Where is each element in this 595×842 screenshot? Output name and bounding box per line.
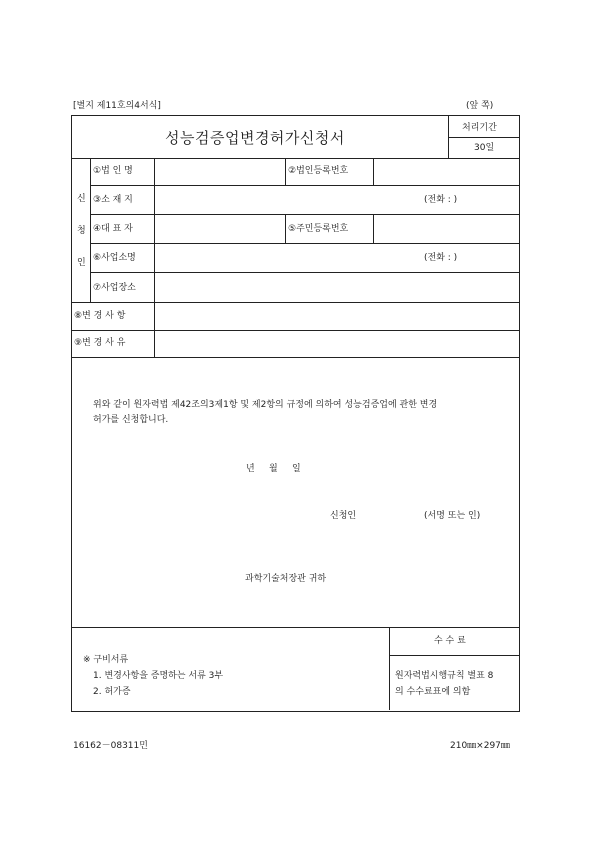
phone-label-2: (전화 : ) [424, 253, 458, 263]
form-code: 16162－08311민 [73, 741, 148, 751]
required-document-item-2: 2. 허가증 [93, 687, 131, 697]
corp-reg-number-label: ②법인등록번호 [288, 166, 349, 176]
office-name-label: ⑥사업소명 [93, 253, 136, 263]
applicant-sign-label: 신청인 [330, 511, 357, 521]
applicant-section-label-1: 신 [77, 194, 86, 204]
phone-label-1: (전화 : ) [424, 195, 458, 205]
change-reason-label: ⑨변 경 사 유 [74, 338, 126, 348]
fee-title: 수 수 료 [434, 636, 466, 646]
change-reason-field[interactable] [156, 332, 517, 356]
representative-field[interactable] [156, 216, 283, 242]
business-place-label: ⑦사업장소 [93, 283, 136, 293]
application-date: 년 월 일 [246, 464, 301, 474]
business-place-field[interactable] [156, 274, 517, 301]
fee-line-2: 의 수수료표에 의함 [395, 687, 471, 697]
paper-size: 210㎜×297㎜ [450, 741, 510, 751]
processing-period-value: 30일 [474, 143, 495, 153]
form-number: [별지 제11호의4서식] [73, 101, 161, 111]
signature-label: (서명 또는 인) [424, 511, 481, 521]
corp-reg-number-field[interactable] [375, 160, 517, 184]
processing-period-label: 처리기간 [462, 123, 497, 133]
statement-line-1: 위와 같이 원자력법 제42조의3제1항 및 제2항의 규정에 의하여 성능검증업에 관한 변경 [93, 400, 438, 410]
change-items-field[interactable] [156, 304, 517, 329]
fee-line-1: 원자력법시행규칙 별표 8 [395, 671, 494, 681]
corp-name-field[interactable] [156, 160, 283, 184]
address-field[interactable] [156, 187, 416, 213]
required-document-item-1: 1. 변경사항을 증명하는 서류 3부 [93, 671, 224, 681]
page-title: 성능검증업변경허가신청서 [165, 129, 345, 147]
page-side-label: (앞 쪽) [466, 101, 494, 111]
applicant-section-label-2: 청 [77, 226, 86, 236]
office-name-field[interactable] [156, 245, 416, 271]
statement-line-2: 허가를 신청합니다. [93, 415, 169, 425]
change-items-label: ⑧변 경 사 항 [74, 311, 126, 321]
address-label: ③소 재 지 [93, 195, 133, 205]
recipient: 과학기술처장관 귀하 [245, 574, 327, 584]
applicant-section-label-3: 인 [77, 258, 86, 268]
representative-label: ④대 표 자 [93, 224, 133, 234]
resident-reg-number-field[interactable] [375, 216, 517, 242]
resident-reg-number-label: ⑤주민등록번호 [288, 224, 349, 234]
required-documents-title: ※ 구비서류 [83, 655, 129, 665]
corp-name-label: ①법 인 명 [93, 166, 133, 176]
